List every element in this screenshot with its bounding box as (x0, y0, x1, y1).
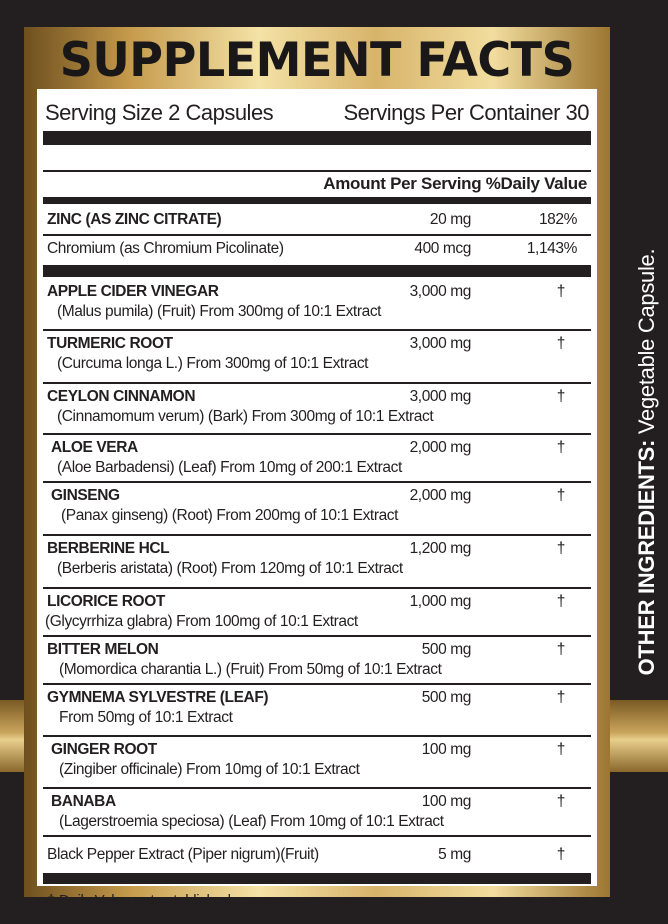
ingredient-detail: (Glycyrrhiza glabra) From 100mg of 10:1 Extract (45, 613, 358, 630)
ingredient-amount: 2,000 mg (409, 439, 471, 456)
daily-value: † (556, 388, 565, 405)
ingredient-amount: 1,200 mg (409, 540, 471, 557)
ingredient-detail: From 50mg of 10:1 Extract (59, 709, 233, 726)
ingredient-detail: (Zingiber officinale) From 10mg of 10:1 Extract (59, 761, 360, 778)
thin-divider (43, 170, 591, 172)
ingredient-name: ALOE VERA (51, 439, 138, 456)
footnote: † Daily Value not established. (47, 892, 235, 909)
ingredient-amount: 3,000 mg (409, 283, 471, 300)
ingredient-name: BERBERINE HCL (47, 540, 170, 557)
ingredient-name: GINSENG (51, 487, 120, 504)
ingredient-amount: 3,000 mg (409, 388, 471, 405)
ingredient-amount: 3,000 mg (409, 335, 471, 352)
column-header: Amount Per Serving %Daily Value (323, 174, 587, 193)
ingredient-detail: (Cinnamomum verum) (Bark) From 300mg of 10:1 Extract (57, 408, 434, 425)
row-divider (43, 587, 591, 589)
daily-value: † (556, 335, 565, 352)
ingredient-name: CEYLON CINNAMON (47, 388, 196, 405)
ingredient-name: Black Pepper Extract (Piper nigrum)(Fruit) (47, 846, 319, 863)
thick-divider (43, 131, 591, 145)
ingredient-detail: (Panax ginseng) (Root) From 200mg of 10:1 Extract (61, 507, 399, 524)
ingredient-amount: 2,000 mg (409, 487, 471, 504)
ingredient-detail: (Lagerstroemia speciosa) (Leaf) From 10mg of 10:1 Extract (59, 813, 444, 830)
row-divider (43, 433, 591, 435)
supplement-facts-panel (24, 27, 610, 909)
daily-value: 1,143% (526, 240, 577, 257)
daily-value: † (556, 283, 565, 300)
ingredient-name: GYMNEMA SYLVESTRE (LEAF) (47, 689, 269, 706)
ingredient-amount: 500 mg (421, 641, 471, 658)
ingredient-amount: 5 mg (438, 846, 471, 863)
row-divider (43, 234, 591, 236)
ingredient-detail: (Berberis aristata) (Root) From 120mg of 10:1 Extract (57, 560, 403, 577)
daily-value: † (556, 540, 565, 557)
daily-value: † (556, 439, 565, 456)
servings-per-container: Servings Per Container 30 (343, 100, 589, 125)
section-divider (43, 265, 591, 277)
ingredient-name: BITTER MELON (47, 641, 159, 658)
ingredient-amount: 20 mg (429, 211, 471, 228)
ingredient-detail: (Aloe Barbadensi) (Leaf) From 10mg of 200:1 Extract (57, 459, 402, 476)
daily-value: 182% (538, 211, 577, 228)
ingredient-amount: 1,000 mg (409, 593, 471, 610)
daily-value: † (556, 689, 565, 706)
daily-value: † (556, 793, 565, 810)
ingredient-detail: (Malus pumila) (Fruit) From 300mg of 10:1 Extract (57, 303, 382, 320)
row-divider (43, 835, 591, 837)
ingredient-amount: 100 mg (421, 741, 471, 758)
ingredient-name: Chromium (as Chromium Picolinate) (47, 240, 284, 257)
ingredient-amount: 100 mg (421, 793, 471, 810)
other-ingredients-value: Vegetable Capsule. (634, 248, 659, 435)
daily-value: † (556, 846, 565, 863)
panel-title: SUPPLEMENT FACTS (59, 33, 575, 88)
daily-value: † (556, 741, 565, 758)
ingredient-name: GINGER ROOT (51, 741, 157, 758)
ingredient-amount: 500 mg (421, 689, 471, 706)
row-divider (43, 735, 591, 737)
header-divider (43, 197, 591, 204)
serving-info (45, 97, 589, 129)
ingredient-name: ZINC (AS ZINC CITRATE) (47, 211, 222, 228)
ingredient-name: LICORICE ROOT (47, 593, 165, 610)
row-divider (43, 787, 591, 789)
ingredient-name: APPLE CIDER VINEGAR (47, 283, 219, 300)
row-divider (43, 481, 591, 483)
other-ingredients (634, 249, 660, 676)
row-divider (43, 382, 591, 384)
facts-table (37, 89, 597, 909)
row-divider (43, 683, 591, 685)
other-ingredients-label: OTHER INGREDIENTS: (634, 439, 659, 676)
daily-value: † (556, 641, 565, 658)
daily-value: † (556, 487, 565, 504)
ingredient-name: TURMERIC ROOT (47, 335, 173, 352)
serving-size: Serving Size 2 Capsules (45, 100, 274, 125)
daily-value: † (556, 593, 565, 610)
ingredient-name: BANABA (51, 793, 116, 810)
ingredient-detail: (Momordica charantia L.) (Fruit) From 50mg of 10:1 Extract (59, 661, 442, 678)
row-divider (43, 329, 591, 331)
bottom-divider (43, 873, 591, 884)
row-divider (43, 534, 591, 536)
ingredient-detail: (Curcuma longa L.) From 300mg of 10:1 Extract (57, 355, 369, 372)
ingredient-amount: 400 mcg (414, 240, 471, 257)
row-divider (43, 635, 591, 637)
